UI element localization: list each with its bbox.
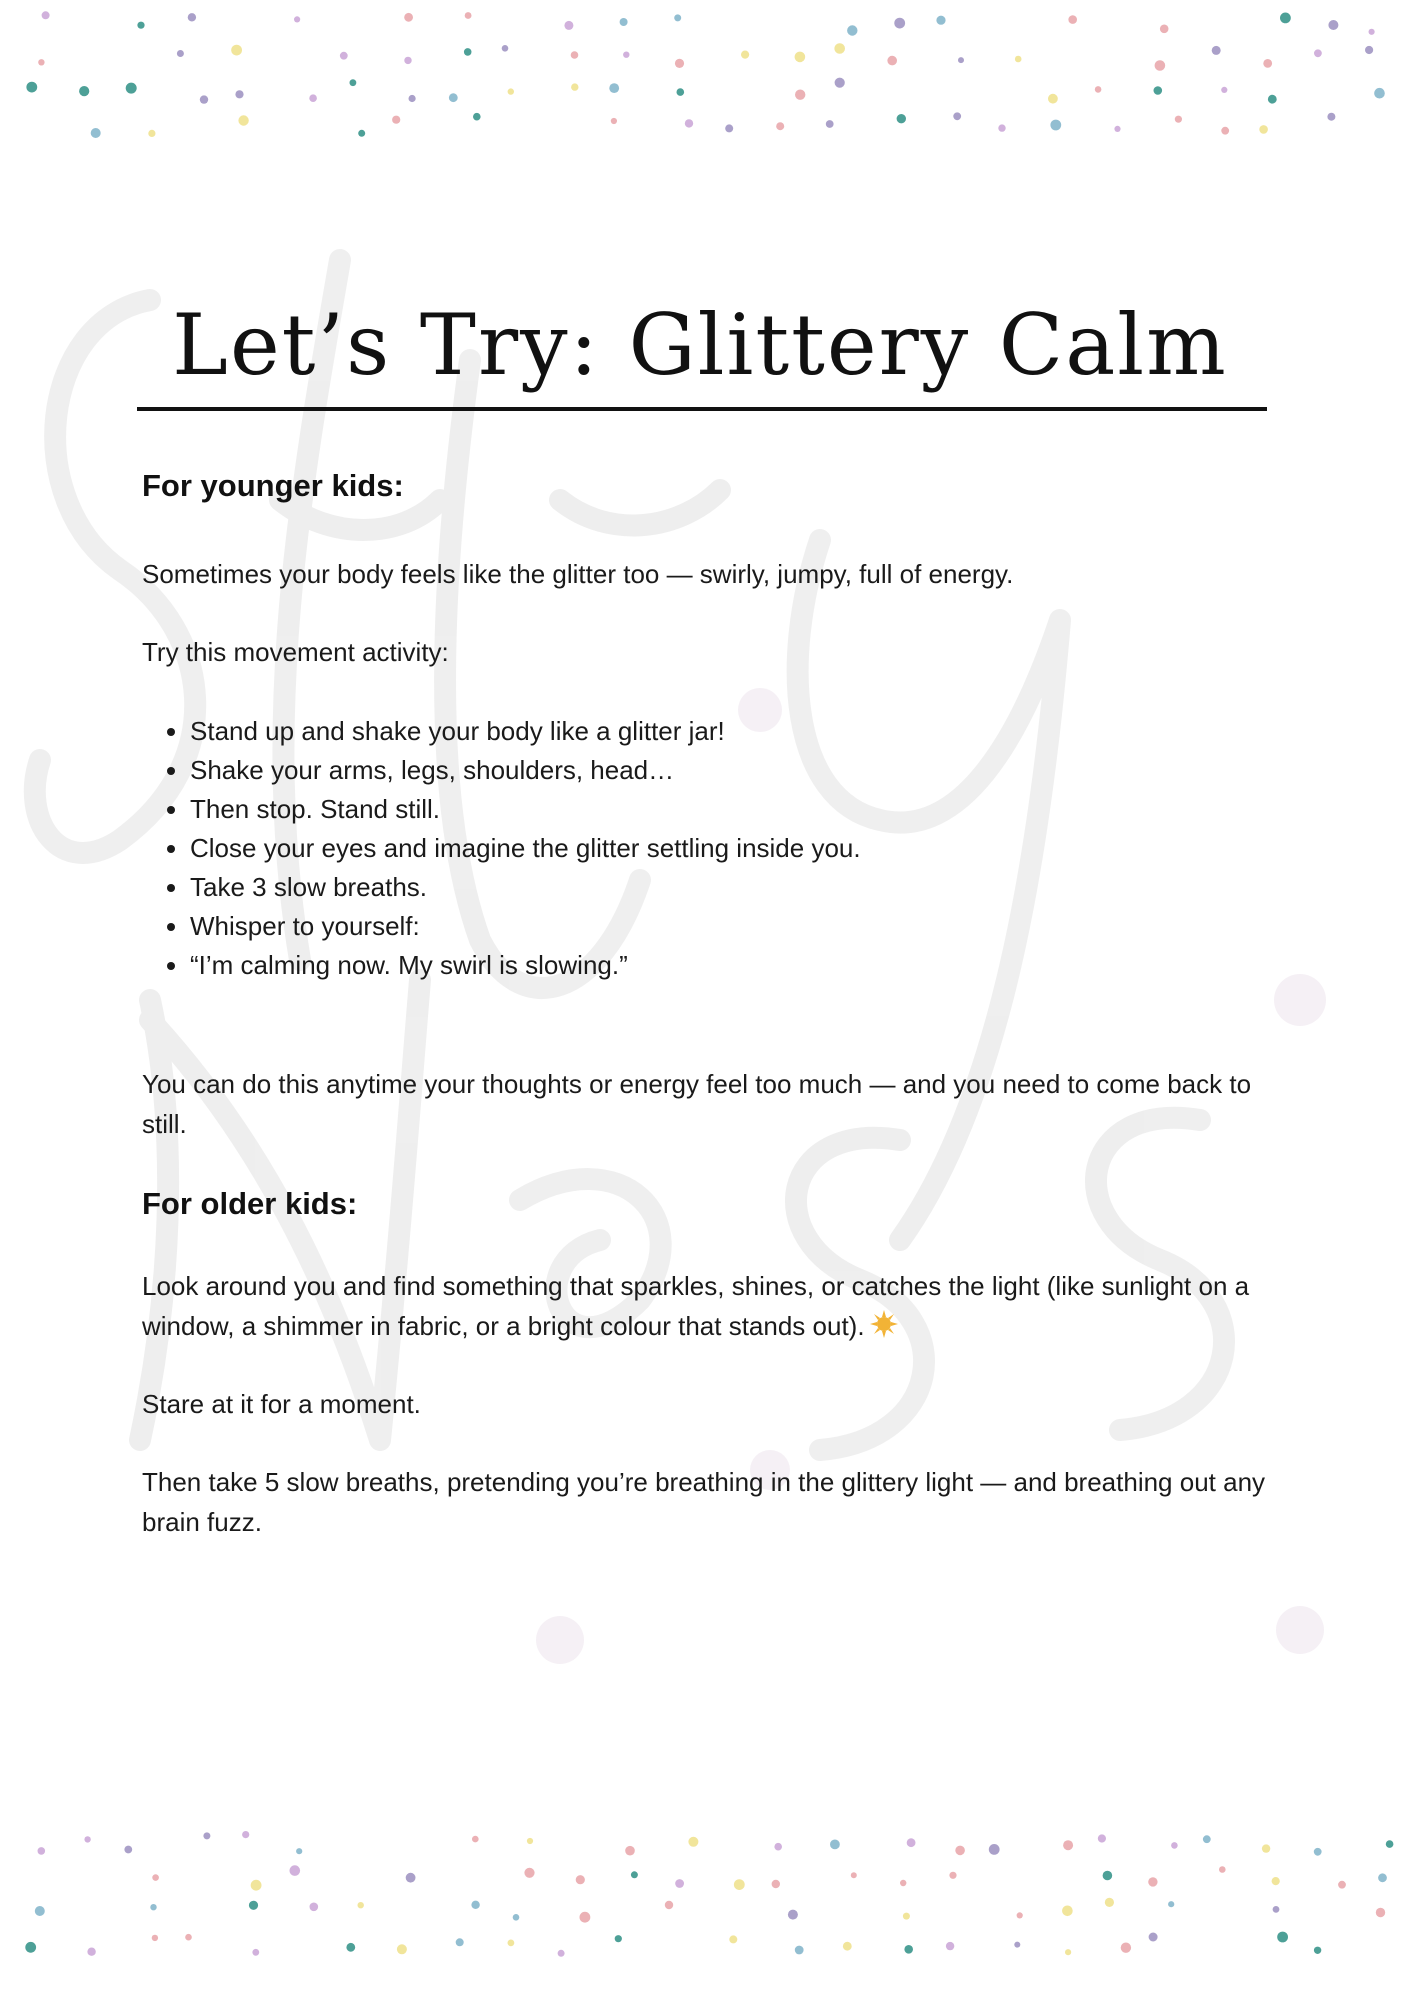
confetti-dot (949, 1872, 956, 1879)
confetti-dot (631, 1871, 638, 1878)
confetti-dot (392, 116, 400, 124)
confetti-dot (1369, 29, 1375, 35)
younger-closing: You can do this anytime your thoughts or energy feel too much — and you need to come back to still. (142, 1069, 1252, 1139)
confetti-dot (84, 1836, 90, 1842)
confetti-dot (685, 119, 693, 127)
confetti-dot (91, 128, 101, 138)
confetti-dot (665, 1901, 673, 1909)
confetti-dot (346, 1943, 355, 1952)
confetti-dot (830, 1840, 840, 1850)
confetti-dot (1149, 1933, 1158, 1942)
confetti-dot (958, 57, 964, 63)
confetti-dot (953, 112, 961, 120)
older-kids-heading: For older kids: (142, 1186, 358, 1221)
confetti-dot (894, 18, 905, 29)
confetti-dot (1068, 15, 1077, 24)
confetti-dot (309, 94, 317, 102)
confetti-dot (508, 88, 514, 94)
title-divider (137, 407, 1267, 411)
confetti-dot (725, 124, 733, 132)
confetti-dot (148, 130, 155, 137)
confetti-dot (251, 1880, 262, 1891)
confetti-dot (1014, 1942, 1020, 1948)
confetti-dot (508, 1940, 515, 1947)
confetti-dot (1095, 86, 1102, 93)
confetti-dot (1160, 25, 1169, 34)
confetti-dot (409, 95, 416, 102)
confetti-dot (887, 56, 897, 66)
younger-kids-heading: For younger kids: (142, 468, 404, 503)
list-item: • Shake your arms, legs, shoulders, head… (190, 751, 861, 790)
confetti-dot (1114, 126, 1120, 132)
confetti-dot (296, 1848, 302, 1854)
confetti-dot (675, 59, 684, 68)
confetti-dot (1376, 1908, 1385, 1917)
confetti-dot (524, 1868, 534, 1878)
confetti-dot (1203, 1835, 1211, 1843)
confetti-dot (795, 90, 805, 100)
confetti-dot (772, 1880, 780, 1888)
confetti-dot (1314, 49, 1322, 57)
confetti-dot (1017, 1912, 1023, 1918)
confetti-dot (1155, 60, 1166, 71)
confetti-dot (1098, 1834, 1106, 1842)
confetti-dot (152, 1874, 159, 1881)
confetti-dot (350, 79, 357, 86)
confetti-dot (527, 1838, 533, 1844)
confetti-dot (310, 1903, 319, 1912)
confetti-dot (1374, 88, 1385, 99)
confetti-dot (741, 51, 749, 59)
confetti-dot (456, 1938, 464, 1946)
confetti-dot (1121, 1943, 1131, 1953)
confetti-dot (788, 1910, 798, 1920)
confetti-dot (137, 22, 144, 29)
confetti-dot (38, 59, 44, 65)
confetti-dot (42, 11, 50, 19)
confetti-dot (1105, 1898, 1114, 1907)
confetti-dot (1063, 1840, 1073, 1850)
older-paragraph-1-text: Look around you and find something that sparkles, shines, or catches the light (like sunlight on a window, a shimmer in fabric, or a bright colour that stands out). (142, 1271, 1250, 1341)
confetti-dot (406, 1873, 416, 1883)
confetti-dot (1378, 1873, 1387, 1882)
confetti-dot (795, 52, 806, 63)
confetti-dot (834, 43, 845, 54)
confetti-dot (734, 1879, 745, 1890)
confetti-dot (1386, 1840, 1394, 1848)
confetti-dot (897, 114, 906, 123)
confetti-dot (231, 45, 242, 56)
confetti-dot (294, 16, 300, 22)
confetti-dot (826, 120, 834, 128)
confetti-dot (903, 1913, 910, 1920)
list-item: • Close your eyes and imagine the glitter settling inside you. (190, 829, 861, 868)
confetti-dot (615, 1935, 622, 1942)
confetti-dot (936, 16, 945, 25)
confetti-dot (1328, 20, 1338, 30)
confetti-dot (1062, 1906, 1073, 1917)
confetti-dot (472, 1836, 479, 1843)
confetti-dot (729, 1935, 737, 1943)
list-item: • Stand up and shake your body like a glitter jar! (190, 712, 861, 751)
confetti-dot (688, 1837, 698, 1847)
confetti-dot (471, 1901, 479, 1909)
confetti-dot (1065, 1949, 1071, 1955)
confetti-dot (126, 83, 137, 94)
confetti-dot (1103, 1871, 1113, 1881)
confetti-dot (502, 45, 509, 52)
confetti-dot (473, 113, 481, 121)
confetti-dot (946, 1942, 954, 1950)
confetti-dot (1268, 95, 1277, 104)
confetti-dot (1327, 113, 1335, 121)
confetti-dot (675, 1879, 684, 1888)
confetti-dot (177, 50, 184, 57)
confetti-dot (847, 25, 857, 35)
confetti-dot (1273, 1906, 1280, 1913)
confetti-dot (1221, 127, 1229, 135)
confetti-dot (513, 1914, 520, 1921)
confetti-dot (203, 1832, 210, 1839)
confetti-dot (404, 57, 411, 64)
confetti-dot (1148, 1877, 1157, 1886)
confetti-dot (1221, 87, 1227, 93)
confetti-dot (674, 14, 681, 21)
confetti-dot (851, 1872, 857, 1878)
confetti-dot (904, 1945, 913, 1954)
confetti-dot (564, 21, 573, 30)
confetti-dot (358, 1902, 364, 1908)
confetti-dots-top (0, 0, 1414, 150)
confetti-dot (611, 118, 617, 124)
confetti-dot (989, 1844, 1000, 1855)
confetti-dots-bottom (0, 1820, 1414, 1970)
confetti-dot (576, 1875, 585, 1884)
confetti-dot (1219, 1866, 1226, 1873)
confetti-dot (609, 83, 619, 93)
confetti-dot (238, 115, 248, 125)
confetti-dot (1050, 120, 1061, 131)
confetti-dot (625, 1846, 635, 1856)
younger-lead: Try this movement activity: (142, 637, 449, 667)
confetti-dot (1277, 1932, 1288, 1943)
confetti-dot (465, 12, 472, 19)
confetti-dot (464, 48, 472, 56)
younger-intro: Sometimes your body feels like the glitter too — swirly, jumpy, full of energy. (142, 559, 1014, 589)
confetti-dot (235, 90, 243, 98)
confetti-dot (124, 1846, 132, 1854)
confetti-dot (900, 1880, 906, 1886)
confetti-dot (200, 95, 208, 103)
list-item: • “I’m calming now. My swirl is slowing.” (190, 946, 861, 985)
confetti-dot (152, 1935, 158, 1941)
confetti-dot (776, 122, 784, 130)
confetti-dot (1314, 1947, 1321, 1954)
confetti-dot (1338, 1881, 1346, 1889)
page-title: Let’s Try: Glittery Calm (172, 296, 1228, 395)
confetti-dot (571, 83, 578, 90)
confetti-dot (620, 18, 628, 26)
confetti-dot (1365, 46, 1373, 54)
confetti-dot (1175, 116, 1182, 123)
confetti-dot (580, 1912, 591, 1923)
confetti-dot (1048, 94, 1058, 104)
confetti-dot (290, 1865, 301, 1876)
confetti-dot (150, 1904, 156, 1910)
confetti-dot (79, 86, 89, 96)
older-paragraph-2: Stare at it for a moment. (142, 1389, 421, 1419)
confetti-dot (25, 1942, 36, 1953)
confetti-dot (907, 1838, 916, 1847)
confetti-dot (774, 1843, 782, 1851)
confetti-dot (998, 124, 1005, 131)
confetti-dot (449, 93, 458, 102)
confetti-dot (188, 13, 196, 21)
confetti-dot (1154, 86, 1163, 95)
confetti-dot (397, 1944, 407, 1954)
list-item: • Whisper to yourself: (190, 907, 861, 946)
confetti-dot (1259, 125, 1268, 134)
confetti-dot (1280, 13, 1291, 24)
sun-icon (869, 1309, 899, 1339)
older-paragraph-3: Then take 5 slow breaths, pretending you’re breathing in the glittery light — and breathing out any brain fuzz. (142, 1467, 1266, 1537)
confetti-dot (623, 52, 629, 58)
confetti-dot (87, 1948, 95, 1956)
confetti-dot (1168, 1901, 1174, 1907)
confetti-dot (1263, 59, 1272, 68)
list-item: • Then stop. Stand still. (190, 790, 861, 829)
confetti-dot (35, 1906, 45, 1916)
confetti-dot (38, 1847, 46, 1855)
confetti-dot (677, 88, 685, 96)
confetti-dot (249, 1901, 258, 1910)
confetti-dot (1212, 46, 1221, 55)
confetti-dot (404, 13, 413, 22)
confetti-dot (1015, 56, 1022, 63)
confetti-dot (795, 1946, 804, 1955)
confetti-dot (26, 82, 37, 93)
confetti-dot (358, 130, 365, 137)
confetti-dot (1314, 1848, 1322, 1856)
confetti-dot (558, 1950, 565, 1957)
confetti-dot (571, 51, 579, 59)
confetti-dot (1262, 1844, 1270, 1852)
confetti-dot (843, 1942, 852, 1951)
confetti-dot (252, 1949, 259, 1956)
confetti-dot (1272, 1877, 1280, 1885)
confetti-dot (1171, 1842, 1178, 1849)
older-paragraph-1 (142, 1266, 1282, 1346)
confetti-dot (835, 78, 845, 88)
confetti-dot (340, 52, 348, 60)
movement-steps-list (142, 712, 861, 985)
confetti-dot (185, 1934, 192, 1941)
confetti-dot (242, 1831, 249, 1838)
confetti-dot (955, 1846, 965, 1856)
list-item: • Take 3 slow breaths. (190, 868, 861, 907)
